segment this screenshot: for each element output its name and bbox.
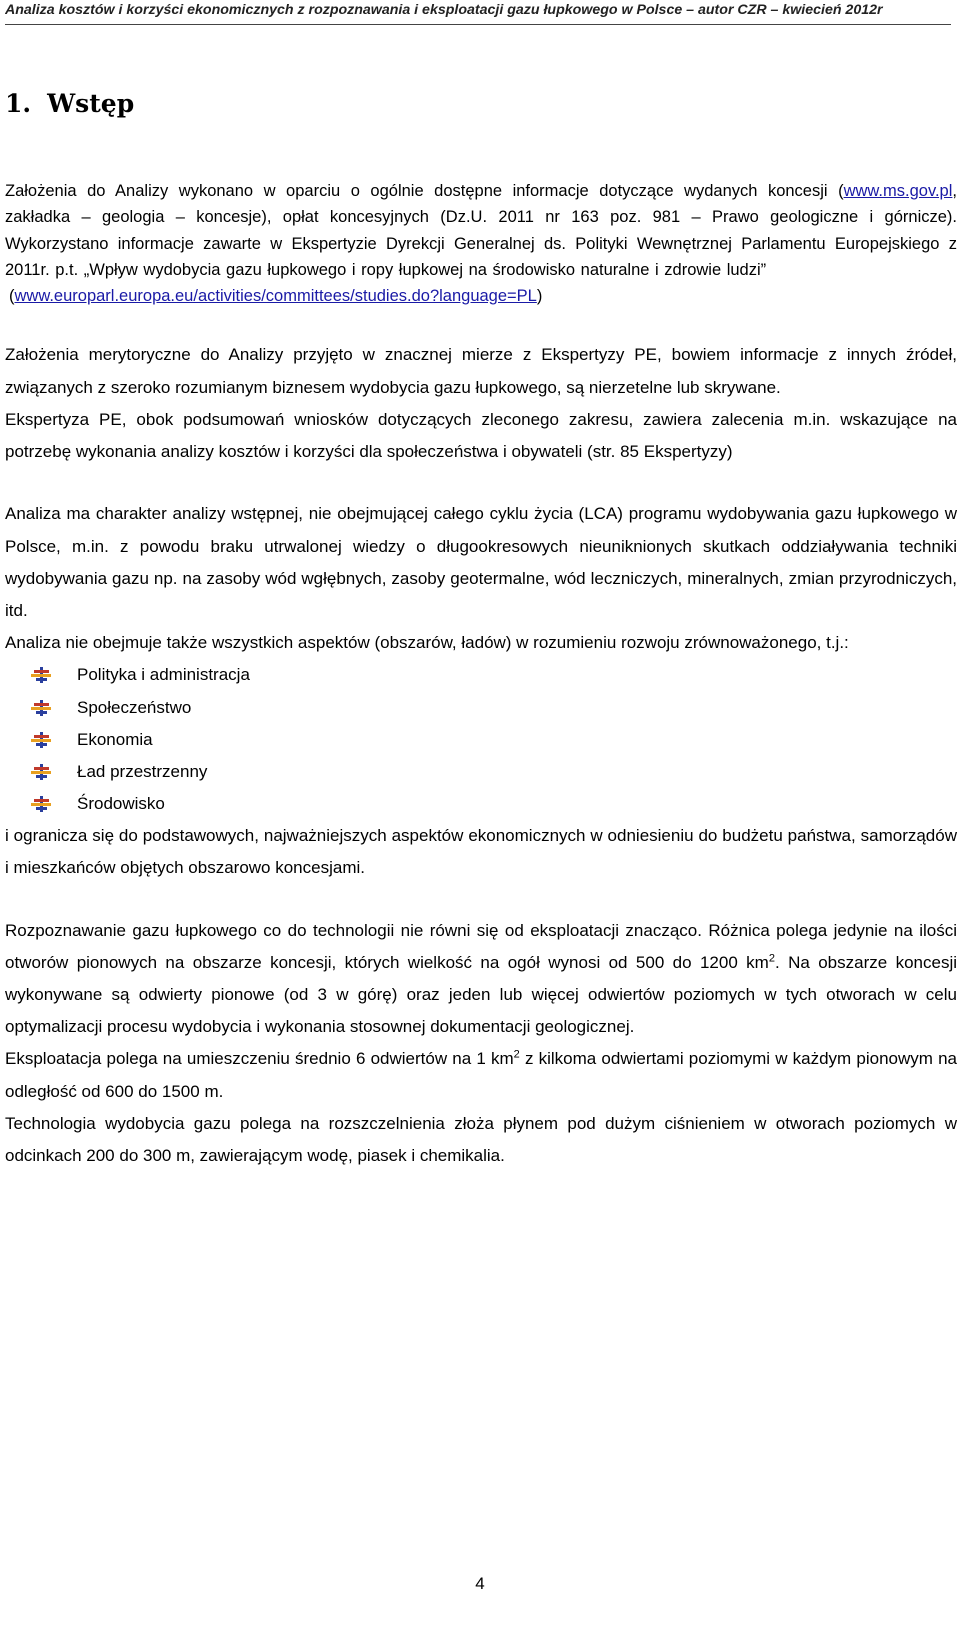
superscript: 2 xyxy=(768,952,775,965)
bullet-icon xyxy=(31,762,59,782)
list-item xyxy=(5,756,957,788)
paragraph-assumptions: Założenia merytoryczne do Analizy przyjęto w znacznej mierze z Ekspertyzy PE, bowiem informacje z innych źródeł, związanych z szeroko rozumianym biznesem wydobycia gazu łupkowego, są nierzetelne lub skrywane. xyxy=(5,345,957,397)
list-item-label: Społeczeństwo xyxy=(77,697,192,717)
list-item-label: Ład przestrzenny xyxy=(77,761,208,781)
bullet-icon xyxy=(31,730,59,750)
section-number: 1. xyxy=(5,89,32,118)
link-europarl[interactable]: www.europarl.europa.eu/activities/committees/studies.do?language=PL xyxy=(14,287,537,306)
paragraph-pe-expertise: Ekspertyza PE, obok podsumowań wniosków dotyczących zleconego zakresu, zawiera zalecenia m.in. wskazujące na potrzebę wykonania analizy kosztów i korzyści dla społeczeństwa i obywateli (str. 85 Ekspertyzy) xyxy=(5,409,957,462)
list-item xyxy=(5,724,957,756)
section-heading xyxy=(5,88,134,120)
paragraph-analysis-character: Analiza ma charakter analizy wstępnej, nie obejmującej całego cyklu życia (LCA) programu wydobywania gazu łupkowego w Polsce, m.in. z powodu braku utrwalonej wiedzy o długookresowych nieuniknionych skutkach oddziaływania techniki wydobywania gazu np. na zasoby wód wgłębnych, zasoby geotermalne, wód leczniczych, mineralnych, zmian przyrodniczych, itd. xyxy=(5,504,957,620)
bullet-icon xyxy=(31,794,59,814)
aspects-list xyxy=(5,659,957,820)
list-item-label: Polityka i administracja xyxy=(77,665,250,685)
list-item xyxy=(5,788,957,820)
list-item-label: Środowisko xyxy=(77,794,165,814)
bullet-icon xyxy=(31,698,59,718)
document-body xyxy=(5,178,957,1172)
paragraph-text: . Na obszarze koncesji wykonywane są odwierty pionowe (od 3 w górę) oraz jeden lub więcej odwiertów poziomych w tych otworach w celu optymalizacji procesu wydobycia i wykonania stosownej dokumentacji geologicznej. xyxy=(5,952,957,1037)
list-item xyxy=(5,659,957,691)
page-number: 4 xyxy=(475,1574,485,1593)
paragraph-text: ) xyxy=(536,287,543,306)
paragraph-text: Eksploatacja polega na umieszczeniu średnio 6 odwiertów na 1 km xyxy=(5,1049,514,1069)
paragraph-text: , zakładka – geologia – koncesje), opłat koncesyjnych (Dz.U. 2011 nr 163 poz. 981 – Prawo geologiczne i górnicze). Wykorzystano informacje zawarte w Ekspertyzie Dyrekcji Generalnej ds. Polityki Wewnętrznej Parlamentu Europejskiego z 2011r. p.t. „Wpływ wydobycia gazu łupkowego i ropy łupkowej na środowisko naturalne i zdrowie ludzi” xyxy=(5,182,957,279)
paragraph-technology: Technologia wydobycia gazu polega na rozszczelnienia złoża płynem pod dużym ciśnieniem w otworach poziomych w odcinkach 200 do 300 m, zawierającym wodę, piasek i chemikalia. xyxy=(5,1113,957,1166)
list-item-label: Ekonomia xyxy=(77,729,153,749)
list-item xyxy=(5,692,957,724)
paragraph-text: ( xyxy=(9,287,15,306)
paragraph-text: Rozpoznawanie gazu łupkowego co do technologii nie równi się od eksploatacji znacząco. Różnica polega jedynie na ilości otworów pionowych na obszarze koncesji, których wielkość na ogół wynosi od 500 do 1200 km xyxy=(5,920,957,972)
paragraph-sources xyxy=(5,178,957,309)
paragraph-exploration xyxy=(5,915,957,1044)
paragraph-text: Założenia do Analizy wykonano w oparciu o ogólnie dostępne informacje dotyczące wydanych koncesji ( xyxy=(5,182,844,200)
bullet-icon xyxy=(31,665,59,685)
link-ms-gov[interactable]: www.ms.gov.pl xyxy=(843,182,953,200)
paragraph-text: z kilkoma odwiertami poziomymi w każdym pionowym na odległość od 600 do 1500 m. xyxy=(5,1049,957,1101)
paragraph-analysis-limits: i ogranicza się do podstawowych, najważniejszych aspektów ekonomicznych w odniesieniu do budżetu państwa, samorządów i mieszkańców objętych obszarowo koncesjami. xyxy=(5,826,957,878)
superscript: 2 xyxy=(513,1048,520,1061)
paragraph-exploitation xyxy=(5,1043,957,1107)
running-header: Analiza kosztów i korzyści ekonomicznych z rozpoznawania i eksploatacji gazu łupkowego w Polsce – autor CZR – kwiecień 2012r xyxy=(5,0,951,25)
section-title: Wstęp xyxy=(47,89,135,118)
paragraph-analysis-scope: Analiza nie obejmuje także wszystkich aspektów (obszarów, ładów) w rozumieniu rozwoju zrównoważonego, t.j.: xyxy=(5,633,849,653)
